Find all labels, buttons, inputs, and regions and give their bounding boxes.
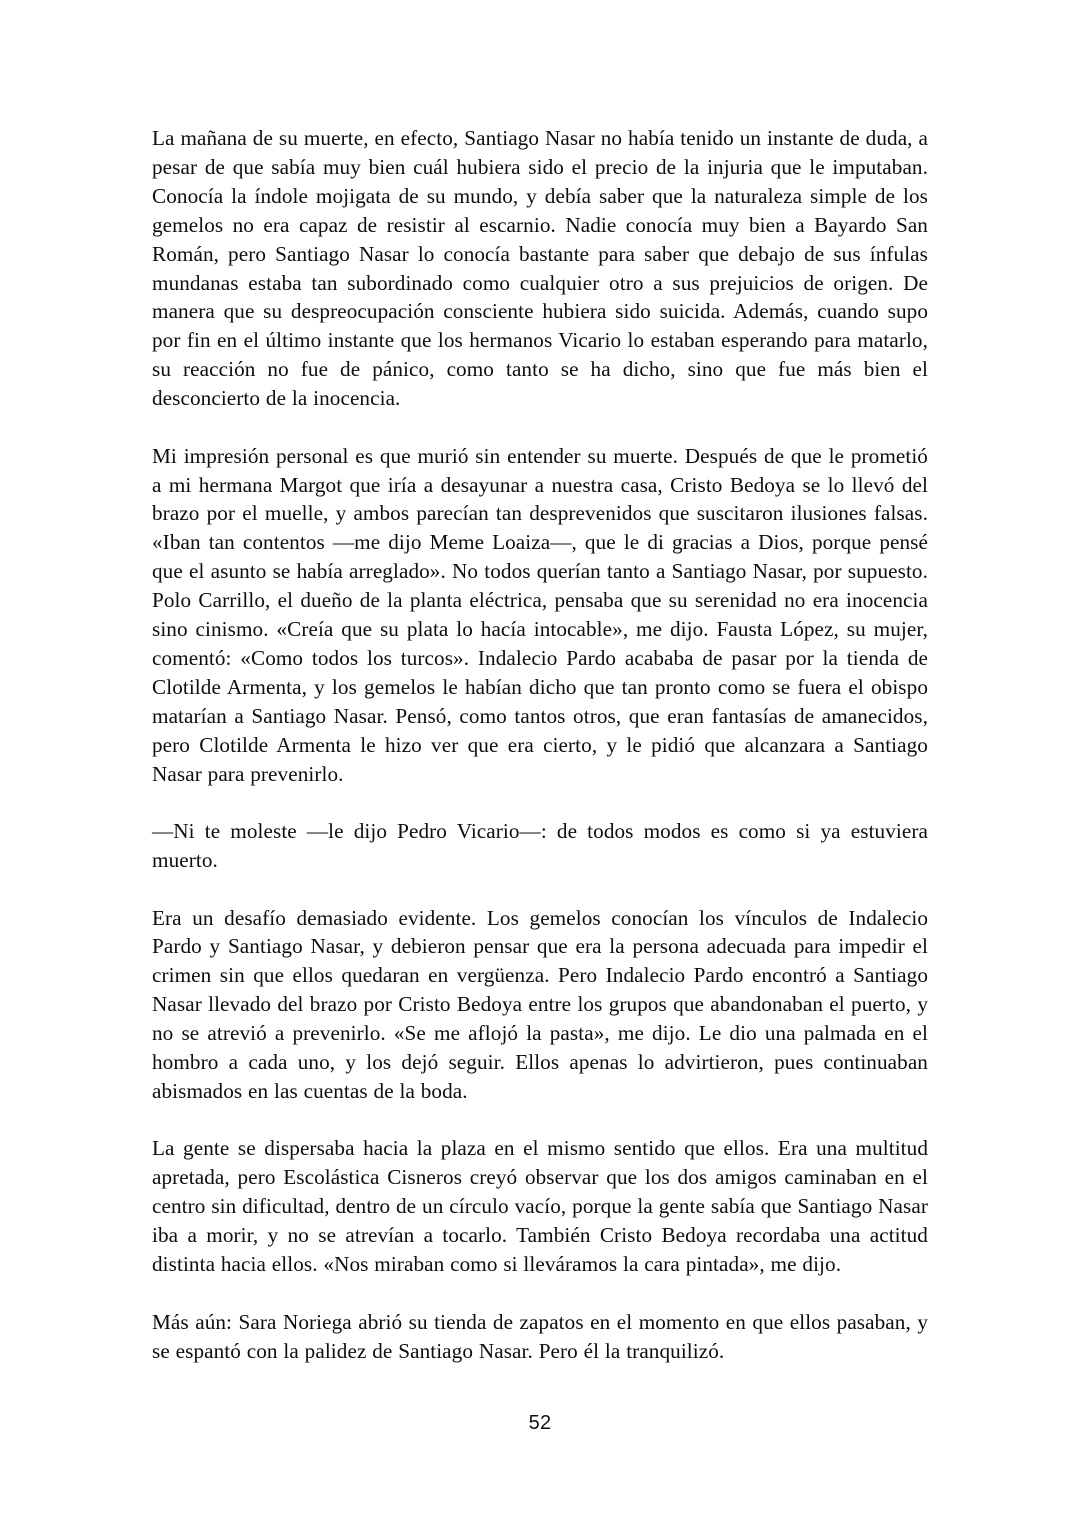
paragraph-5: La gente se dispersaba hacia la plaza en el mismo sentido que ellos. Era una multitud apretada, pero Escolástica Cisneros creyó observar que los dos amigos caminaban en el centro sin dificultad, dentro de un círculo vacío, porque la gente sabía que Santiago Nasar iba a morir, y no se atrevían a tocarlo. También Cristo Bedoya recordaba una actitud distinta hacia ellos. «Nos miraban como si lleváramos la cara pintada», me dijo. bbox=[152, 1136, 928, 1277]
paragraph-4: Era un desafío demasiado evidente. Los gemelos conocían los vínculos de Indalecio Pardo y Santiago Nasar, y debieron pensar que era la persona adecuada para impedir el crimen sin que ellos quedaran en vergüenza. Pero Indalecio Pardo encontró a Santiago Nasar llevado del brazo por Cristo Bedoya entre los grupos que abandonaban el puerto, y no se atrevió a prevenirlo. «Se me aflojó la pasta», me dijo. Le dio una palmada en el hombro a cada uno, y los dejó seguir. Ellos apenas lo advirtieron, pues continuaban abismados en las cuentas de la boda. bbox=[152, 905, 928, 1103]
paragraph-3-dialogue: —Ni te moleste —le dijo Pedro Vicario—: de todos modos es como si ya estuviera muerto. bbox=[152, 819, 928, 873]
paragraph-1: La mañana de su muerte, en efecto, Santiago Nasar no había tenido un instante de duda, a pesar de que sabía muy bien cuál hubiera sido el precio de la injuria que le imputaban. Conocía la índole mojigata de su mundo, y debía saber que la naturaleza simple de los gemelos no era capaz de resistir al escarnio. Nadie conocía muy bien a Bayardo San Román, pero Santiago Nasar lo conocía bastante para saber que debajo de sus ínfulas mundanas estaba tan subordinado como cualquier otro a sus prejuicios de origen. De manera que su despreocupación consciente hubiera sido suicida. Además, cuando supo por fin en el último instante que los hermanos Vicario lo estaban esperando para matarlo, su reacción no fue de pánico, como tanto se ha dicho, sino que fue más bien el desconcierto de la inocencia. bbox=[152, 126, 928, 411]
paragraph-2: Mi impresión personal es que murió sin entender su muerte. Después de que le prometió a mi hermana Margot que iría a desayunar a nuestra casa, Cristo Bedoya se lo llevó del brazo por el muelle, y ambos parecían tan desprevenidos que suscitaron ilusiones falsas. «Iban tan contentos —me dijo Meme Loaiza—, que le di gracias a Dios, porque pensé que el asunto se había arreglado». No todos querían tanto a Santiago Nasar, por supuesto. Polo Carrillo, el dueño de la planta eléctrica, pensaba que su serenidad no era inocencia sino cinismo. «Creía que su plata lo hacía intocable», me dijo. Fausta López, su mujer, comentó: «Como todos los turcos». Indalecio Pardo acababa de pasar por la tienda de Clotilde Armenta, y los gemelos le habían dicho que tan pronto como se fuera el obispo matarían a Santiago Nasar. Pensó, como tantos otros, que eran fantasías de amanecidos, pero Clotilde Armenta le hizo ver que era cierto, y le pidió que alcanzara a Santiago Nasar para prevenirlo. bbox=[152, 443, 928, 786]
body-text-column bbox=[152, 124, 928, 1365]
paragraph-6: Más aún: Sara Noriega abrió su tienda de zapatos en el momento en que ellos pasaban, y se espantó con la palidez de Santiago Nasar. Pero él la tranquilizó. bbox=[152, 1309, 928, 1363]
page-number: 52 bbox=[528, 1412, 552, 1434]
